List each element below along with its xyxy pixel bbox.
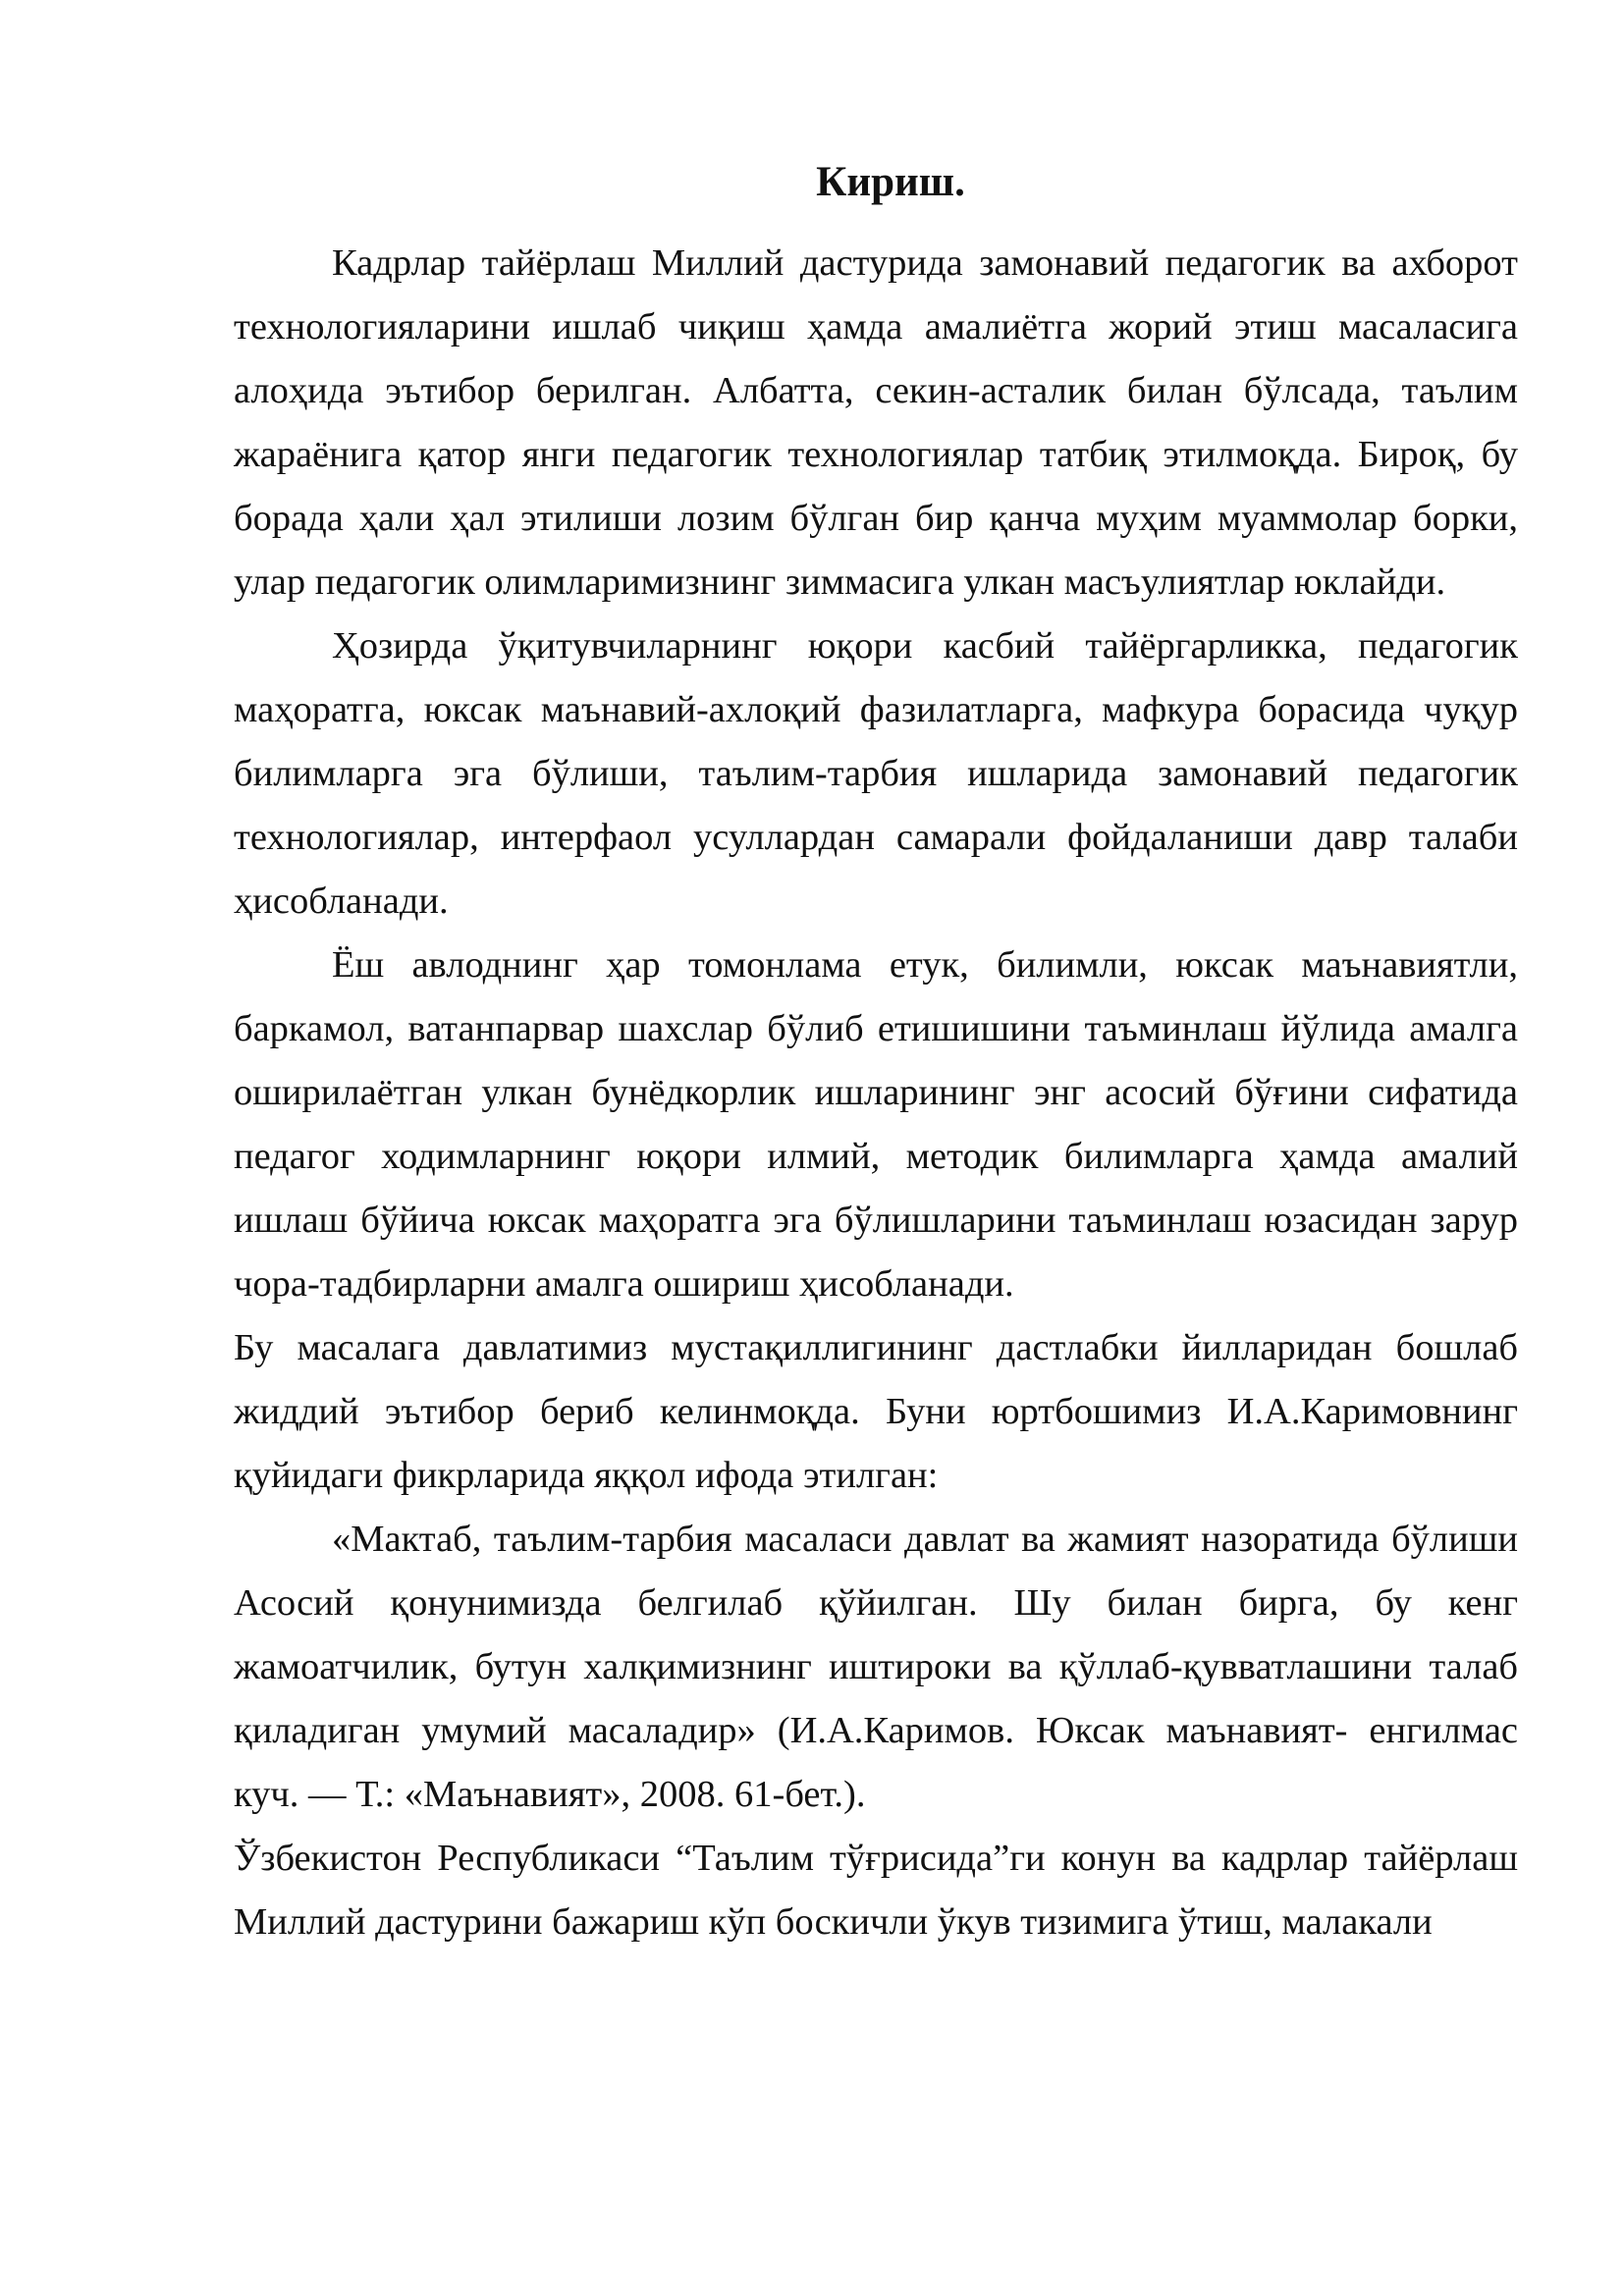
paragraph-quote: «Мактаб, таълим-тарбия масаласи давлат ва жамият назоратида бўлиши Асосий қонунимизда белгилаб қўйилган. Шу билан бирга, бу кенг жамоатчилик, бутун халқимизнинг иштироки ва қўллаб-қувватлашини талаб қиладиган умумий масаладир» (И.А.Каримов. Юксак маънавият- енгилмас куч. — Т.: «Маънавият», 2008. 61-бет.). xyxy=(234,1519,1518,1815)
paragraph-intro: Кадрлар тайёрлаш Миллий дастурида замонавий педагогик ва ахборот технологияларини ишлаб чиқиш ҳамда амалиётга жорий этиш масаласига алоҳида эътибор берилган. Албатта, секин-асталик билан бўлсада, таълим жараёнига қатор янги педагогик технологиялар татбиқ этилмоқда. Бироқ, бу борада ҳали ҳал этилиши лозим бўлган бир қанча муҳим муаммолар борки, улар педагогик олимларимизнинг зиммасига улкан масъулиятлар юклайди. xyxy=(234,242,1518,603)
document-body xyxy=(234,147,1518,1954)
paragraph-law: Ўзбекистон Республикаси “Таълим тўғрисида”ги конун ва кадрлар тайёрлаш Миллий дастурини бажариш кўп боскичли ўкув тизимига ўтиш, малакали xyxy=(234,1838,1518,1943)
paragraph-state-attention: Бу масалага давлатимиз мустақиллигининг дастлабки йилларидан бошлаб жиддий эътибор бериб келинмоқда. Буни юртбошимиз И.А.Каримовнинг қуйидаги фикрларида яққол ифода этилган: xyxy=(234,1327,1518,1496)
paragraph-teachers: Ҳозирда ўқитувчиларнинг юқори касбий тайёргарликка, педагогик маҳоратга, юксак маънавий-ахлоқий фазилатларга, мафкура борасида чуқур билимларга эга бўлиши, таълим-тарбия ишларида замонавий педагогик технологиялар, интерфаол усуллардан самарали фойдаланиши давр талаби ҳисобланади. xyxy=(234,625,1518,922)
paragraph-generation: Ёш авлоднинг ҳар томонлама етук, билимли, юксак маънавиятли, баркамол, ватанпарвар шахслар бўлиб етишишини таъминлаш йўлида амалга оширилаётган улкан бунёдкорлик ишларининг энг асосий бўғини сифатида педагог ходимларнинг юқори илмий, методик билимларга ҳамда амалий ишлаш бўйича юксак маҳоратга эга бўлишларини таъминлаш юзасидан зарур чора-тадбирларни амалга ошириш ҳисобланади. xyxy=(234,944,1518,1305)
page-title: Кириш. xyxy=(816,159,965,205)
